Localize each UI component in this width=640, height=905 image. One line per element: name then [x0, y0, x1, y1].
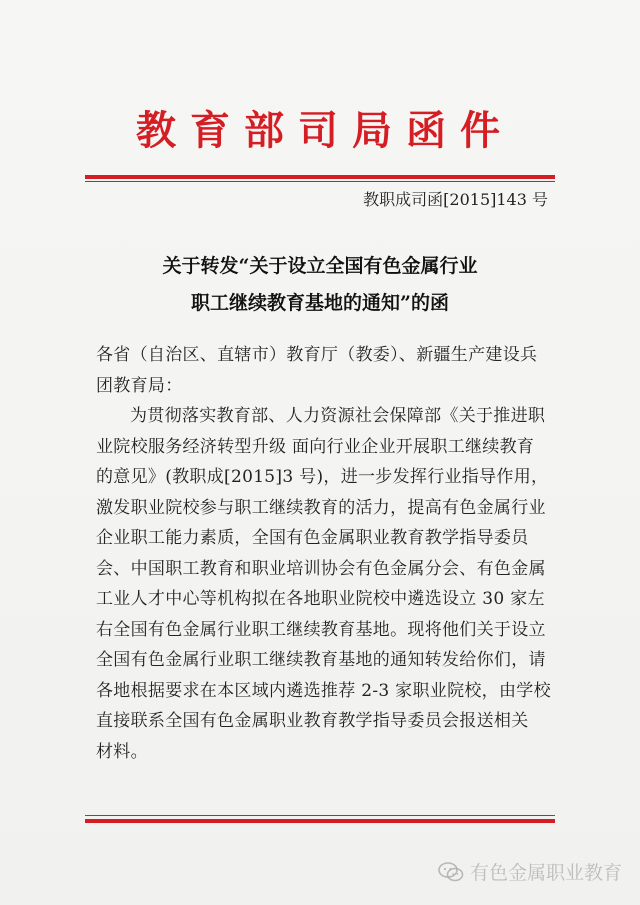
letterhead-title: 教育部司局函件	[136, 107, 514, 154]
document-subject	[0, 248, 640, 322]
paragraph-line: 的意见》(教职成[2015]3 号)，进一步发挥行业指导作用，	[96, 467, 549, 487]
body-paragraph-continued	[96, 432, 551, 768]
paragraph-line: 右全国有色金属行业职工继续教育基地。现将他们关于设立	[96, 619, 546, 640]
document-body	[96, 340, 551, 767]
paragraph-line: 工业人才中心等机构拟在各地职业院校中遴选设立 30 家左	[96, 589, 545, 609]
paragraph-line: 业院校服务经济转型升级 面向行业企业开展职工继续教育	[96, 436, 535, 457]
wechat-watermark	[438, 858, 622, 885]
paragraph-line: 各地根据要求在本区域内遴选推荐 2-3 家职业院校，由学校	[96, 680, 551, 701]
footer-rule-thick	[85, 819, 555, 823]
subject-line-2: 职工继续教育基地的通知”的函	[191, 292, 449, 314]
paragraph-line: 企业职工能力素质，全国有色金属职业教育教学指导委员	[96, 528, 529, 548]
paragraph-line: 激发职业院校参与职工继续教育的活力，提高有色金属行业	[96, 497, 546, 518]
salutation-line: 团教育局：	[96, 375, 183, 396]
document-number: 教职成司函[2015]143 号	[363, 190, 548, 209]
letterhead-rule-thick	[85, 175, 555, 179]
paragraph-line: 会、中国职工教育和职业培训协会有色金属分会、有色金属	[96, 558, 546, 579]
paragraph-line: 材料。	[96, 741, 148, 762]
letterhead-rule-thin	[85, 181, 555, 182]
watermark-text: 有色金属职业教育	[469, 862, 622, 884]
wechat-icon	[438, 862, 464, 882]
paragraph-line: 为贯彻落实教育部、人力资源社会保障部《关于推进职	[130, 406, 546, 426]
paragraph-line: 全国有色金属行业职工继续教育基地的通知转发给你们，请	[96, 650, 546, 670]
body-paragraph	[96, 401, 544, 432]
subject-line-1: 关于转发“关于设立全国有色金属行业	[162, 255, 478, 277]
salutation	[96, 340, 544, 401]
paragraph-line: 直接联系全国有色金属职业教育教学指导委员会报送相关	[96, 711, 529, 731]
footer-rule-thin	[85, 815, 555, 816]
salutation-line: 各省（自治区、直辖市）教育厅（教委）、新疆生产建设兵	[96, 345, 538, 365]
